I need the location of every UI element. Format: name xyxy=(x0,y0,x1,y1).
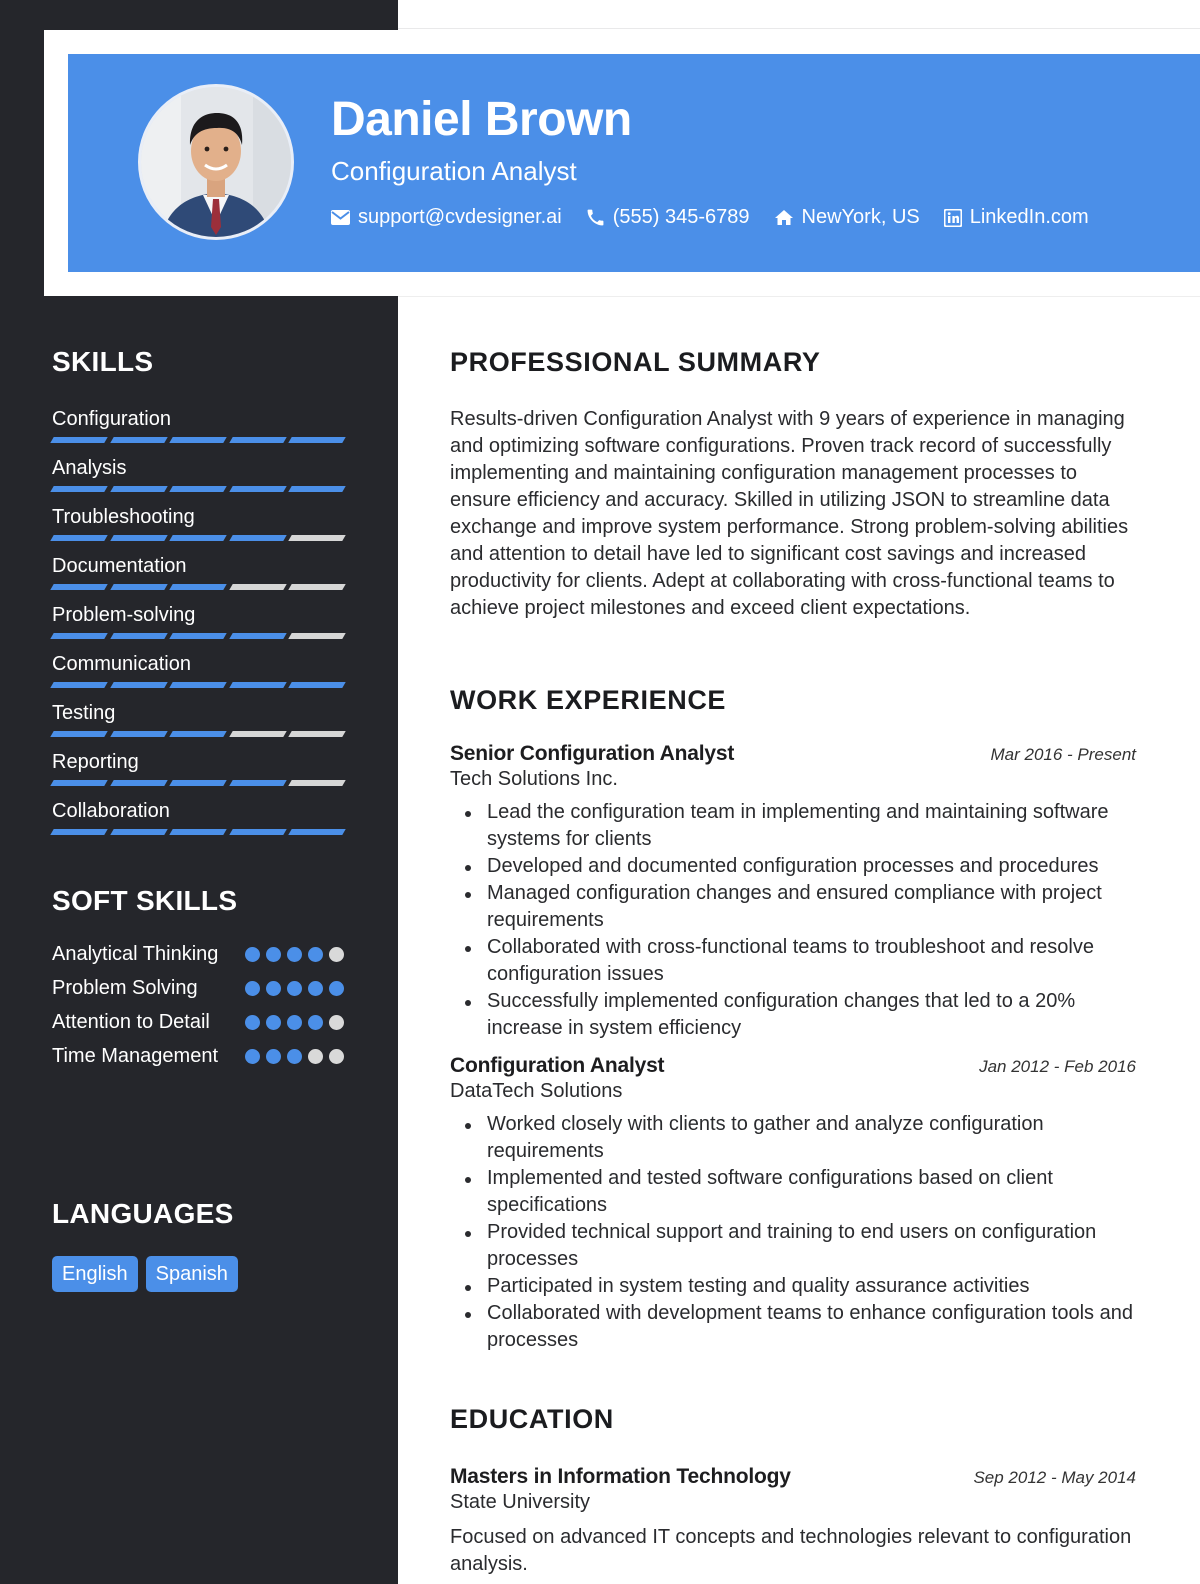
skill-level-segment xyxy=(289,437,346,443)
rating-dot xyxy=(287,1015,302,1030)
skill-level-segment xyxy=(289,682,346,688)
rating-dot xyxy=(329,1015,344,1030)
skill-name: Configuration xyxy=(52,408,171,430)
divider xyxy=(398,296,1200,297)
soft-skill-rating xyxy=(245,975,344,996)
candidate-title: Configuration Analyst xyxy=(331,156,577,186)
contact-linkedin[interactable] xyxy=(944,206,1089,229)
experience-section xyxy=(450,685,1136,1354)
skill-level-segment xyxy=(289,535,346,541)
education-dates: Sep 2012 - May 2014 xyxy=(973,1468,1136,1487)
soft-skill-name: Attention to Detail xyxy=(52,1011,210,1033)
job-bullet: Lead the configuration team in implementing and maintaining software systems for clients xyxy=(450,799,1136,853)
education-section xyxy=(450,1404,1136,1578)
skill-level-segment xyxy=(110,486,167,492)
skill-level-segment xyxy=(110,731,167,737)
skill-level-segment xyxy=(229,437,286,443)
skill-item xyxy=(52,505,344,554)
skill-level-segment xyxy=(50,437,107,443)
skill-level-segment xyxy=(229,584,286,590)
skill-level-bar xyxy=(52,437,344,443)
skill-name: Problem-solving xyxy=(52,604,196,626)
contact-location xyxy=(774,206,920,229)
linkedin-icon xyxy=(944,209,962,227)
contact-linkedin-text: LinkedIn.com xyxy=(969,206,1089,228)
skill-level-segment xyxy=(289,780,346,786)
skill-level-segment xyxy=(289,633,346,639)
rating-dot xyxy=(266,981,281,996)
skill-level-bar xyxy=(52,486,344,492)
skill-item xyxy=(52,652,344,701)
soft-skill-item xyxy=(52,1009,344,1036)
skill-level-segment xyxy=(289,486,346,492)
skill-item xyxy=(52,750,344,799)
soft-skill-name: Problem Solving xyxy=(52,977,198,999)
skill-level-bar xyxy=(52,584,344,590)
skill-item xyxy=(52,407,344,456)
divider xyxy=(398,28,1200,29)
skill-level-segment xyxy=(169,829,226,835)
skill-level-segment xyxy=(169,584,226,590)
profile-photo xyxy=(141,87,291,237)
soft-skill-item xyxy=(52,941,344,968)
education-header xyxy=(450,1465,1136,1489)
contact-email[interactable] xyxy=(331,206,562,229)
job-title: Senior Configuration Analyst xyxy=(450,742,735,765)
degree-title: Masters in Information Technology xyxy=(450,1465,791,1488)
skill-item xyxy=(52,799,344,848)
skill-level-segment xyxy=(169,731,226,737)
job-header xyxy=(450,742,1136,766)
contact-phone-text: (555) 345-6789 xyxy=(612,206,750,228)
skill-item xyxy=(52,554,344,603)
rating-dot xyxy=(308,947,323,962)
skill-level-segment xyxy=(229,486,286,492)
rating-dot xyxy=(245,981,260,996)
rating-dot xyxy=(329,1049,344,1064)
soft-skills-section xyxy=(52,885,344,1070)
company-name: DataTech Solutions xyxy=(450,1080,623,1102)
education-entry xyxy=(450,1465,1136,1578)
job-bullet: Participated in system testing and quality assurance activities xyxy=(450,1273,1136,1300)
contact-email-text: support@cvdesigner.ai xyxy=(358,206,562,228)
skill-level-segment xyxy=(169,486,226,492)
skills-list xyxy=(52,407,344,848)
envelope-icon xyxy=(331,210,350,225)
skill-level-segment xyxy=(289,829,346,835)
job-bullet: Managed configuration changes and ensured compliance with project requirements xyxy=(450,880,1136,934)
job-bullet: Provided technical support and training to end users on configuration processes xyxy=(450,1219,1136,1273)
skill-name: Documentation xyxy=(52,555,187,577)
skill-level-bar xyxy=(52,535,344,541)
skill-level-segment xyxy=(229,682,286,688)
rating-dot xyxy=(287,1049,302,1064)
soft-skill-rating xyxy=(245,1009,344,1030)
summary-text: Results-driven Configuration Analyst with 9 years of experience in managing and optimizing software configurations. Proven track record of successfully implementing and maintaining configuration management processes to ensure efficiency and accuracy. Skilled in utilizing JSON to streamline data exchange and improve system performance. Strong problem-solving abilities and attention to detail have led to significant cost savings and increased productivity for clients. Adept at collaborating with cross-functional teams to achieve project milestones and exceed client expectations. xyxy=(450,408,1129,619)
skill-level-segment xyxy=(169,682,226,688)
education-list xyxy=(450,1465,1136,1578)
skill-level-segment xyxy=(110,584,167,590)
skill-level-segment xyxy=(110,682,167,688)
skill-level-segment xyxy=(229,633,286,639)
skill-name: Reporting xyxy=(52,751,139,773)
jobs-list xyxy=(450,742,1136,1354)
rating-dot xyxy=(287,981,302,996)
languages-heading: LANGUAGES xyxy=(52,1198,234,1229)
contact-location-text: NewYork, US xyxy=(801,206,920,228)
contact-list xyxy=(331,206,1113,229)
skill-level-segment xyxy=(169,780,226,786)
job-bullet: Collaborated with development teams to enhance configuration tools and processes xyxy=(450,1300,1136,1354)
skills-heading: SKILLS xyxy=(52,346,154,377)
skill-level-bar xyxy=(52,829,344,835)
skill-level-segment xyxy=(110,633,167,639)
skill-level-segment xyxy=(289,584,346,590)
candidate-name: Daniel Brown xyxy=(331,93,632,146)
experience-heading: WORK EXPERIENCE xyxy=(450,685,727,715)
job-dates: Jan 2012 - Feb 2016 xyxy=(979,1057,1136,1076)
skill-level-segment xyxy=(110,535,167,541)
job-bullet: Successfully implemented configuration changes that led to a 20% increase in system efficiency xyxy=(450,988,1136,1042)
languages-list xyxy=(52,1256,344,1292)
soft-skill-name: Analytical Thinking xyxy=(52,943,219,965)
rating-dot xyxy=(329,947,344,962)
rating-dot xyxy=(245,1049,260,1064)
skill-level-bar xyxy=(52,682,344,688)
skill-name: Communication xyxy=(52,653,191,675)
skill-level-segment xyxy=(169,535,226,541)
education-heading: EDUCATION xyxy=(450,1404,614,1434)
rating-dot xyxy=(266,947,281,962)
rating-dot xyxy=(245,1015,260,1030)
skills-section xyxy=(52,346,344,848)
language-badge: Spanish xyxy=(146,1256,238,1292)
skill-name: Analysis xyxy=(52,457,127,479)
job-bullet: Collaborated with cross-functional teams to troubleshoot and resolve configuration issues xyxy=(450,934,1136,988)
skill-level-segment xyxy=(50,829,107,835)
skill-item xyxy=(52,456,344,505)
language-badge: English xyxy=(52,1256,138,1292)
skill-level-segment xyxy=(229,780,286,786)
resume-header xyxy=(68,54,1200,272)
avatar xyxy=(138,84,294,240)
skill-level-segment xyxy=(289,731,346,737)
skill-level-segment xyxy=(110,780,167,786)
soft-skill-rating xyxy=(245,941,344,962)
skill-level-bar xyxy=(52,780,344,786)
rating-dot xyxy=(329,981,344,996)
contact-phone[interactable] xyxy=(586,206,750,229)
skill-level-bar xyxy=(52,633,344,639)
soft-skill-name: Time Management xyxy=(52,1045,218,1067)
skill-level-segment xyxy=(50,780,107,786)
job-entry xyxy=(450,742,1136,1042)
skill-level-segment xyxy=(169,633,226,639)
skill-name: Collaboration xyxy=(52,800,170,822)
phone-icon xyxy=(586,208,605,227)
rating-dot xyxy=(245,947,260,962)
skill-level-segment xyxy=(229,731,286,737)
skill-level-segment xyxy=(110,437,167,443)
skill-level-segment xyxy=(229,535,286,541)
soft-skill-rating xyxy=(245,1043,344,1064)
school-name: State University xyxy=(450,1491,591,1513)
job-bullets xyxy=(450,799,1136,1042)
company-name: Tech Solutions Inc. xyxy=(450,768,618,790)
soft-skill-item xyxy=(52,975,344,1002)
rating-dot xyxy=(308,981,323,996)
job-entry xyxy=(450,1054,1136,1354)
skill-level-segment xyxy=(110,829,167,835)
skill-level-segment xyxy=(50,584,107,590)
summary-section xyxy=(450,347,1136,622)
skill-level-segment xyxy=(169,437,226,443)
skill-name: Troubleshooting xyxy=(52,506,195,528)
job-bullet: Developed and documented configuration processes and procedures xyxy=(450,853,1136,880)
soft-skills-heading: SOFT SKILLS xyxy=(52,885,238,916)
skill-level-segment xyxy=(50,731,107,737)
skill-item xyxy=(52,701,344,750)
job-bullet: Worked closely with clients to gather and analyze configuration requirements xyxy=(450,1111,1136,1165)
skill-level-segment xyxy=(50,535,107,541)
rating-dot xyxy=(308,1015,323,1030)
skill-level-segment xyxy=(229,829,286,835)
education-description: Focused on advanced IT concepts and technologies relevant to configuration analysis. xyxy=(450,1526,1132,1575)
job-bullet: Implemented and tested software configurations based on client specifications xyxy=(450,1165,1136,1219)
rating-dot xyxy=(287,947,302,962)
job-bullets xyxy=(450,1111,1136,1354)
rating-dot xyxy=(308,1049,323,1064)
languages-section xyxy=(52,1198,344,1292)
skill-item xyxy=(52,603,344,652)
skill-level-bar xyxy=(52,731,344,737)
job-title: Configuration Analyst xyxy=(450,1054,665,1077)
soft-skills-list xyxy=(52,941,344,1070)
job-dates: Mar 2016 - Present xyxy=(990,745,1136,764)
soft-skill-item xyxy=(52,1043,344,1070)
rating-dot xyxy=(266,1049,281,1064)
skill-level-segment xyxy=(50,682,107,688)
skill-level-segment xyxy=(50,486,107,492)
home-icon xyxy=(774,209,794,226)
skill-name: Testing xyxy=(52,702,116,724)
skill-level-segment xyxy=(50,633,107,639)
rating-dot xyxy=(266,1015,281,1030)
job-header xyxy=(450,1054,1136,1078)
summary-heading: PROFESSIONAL SUMMARY xyxy=(450,347,821,377)
